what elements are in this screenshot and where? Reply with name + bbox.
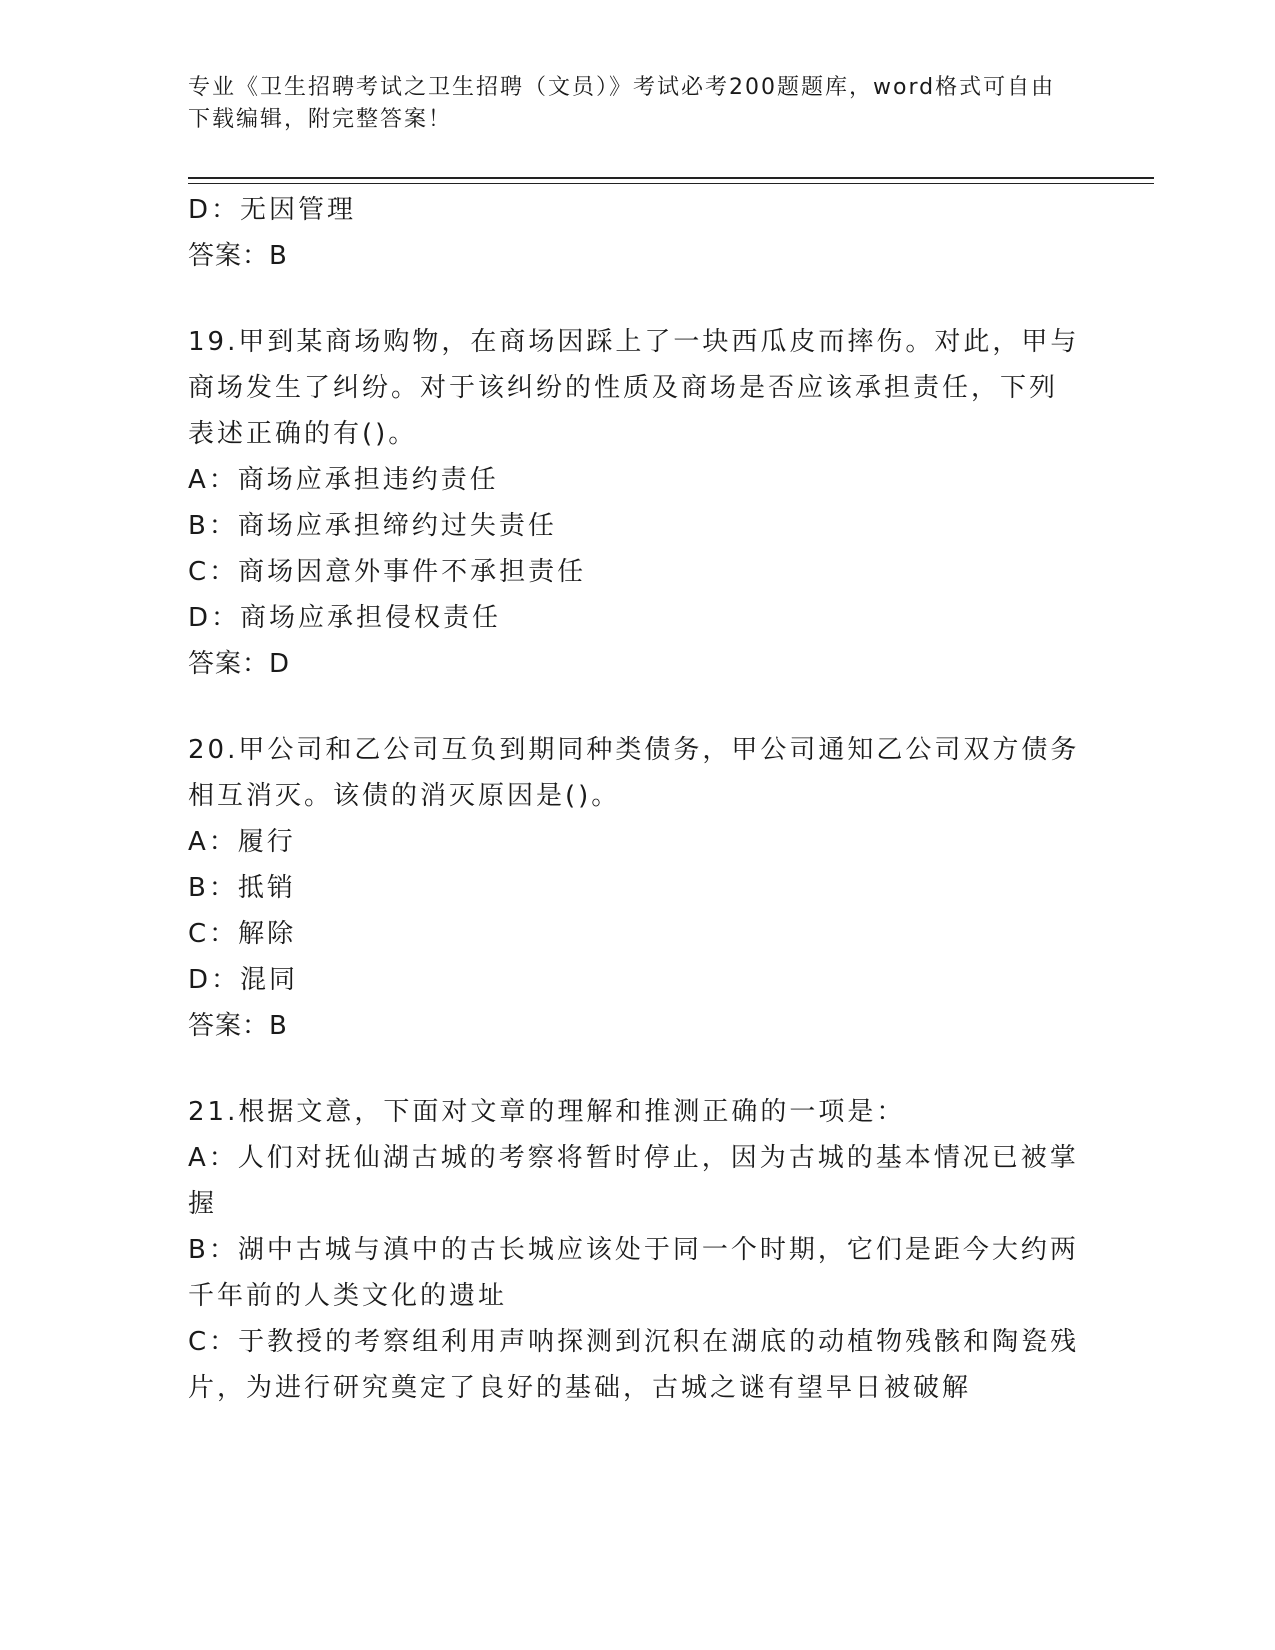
question-21 [188,1089,1083,1411]
question-text: 19.甲到某商场购物，在商场因踩上了一块西瓜皮而摔伤。对此，甲与商场发生了纠纷。对于该纠纷的性质及商场是否应该承担责任，下列表述正确的有()。 [188,327,1080,449]
option-a: A：履行 [188,827,296,857]
answer-label: 答案：B [188,241,288,271]
document-body [188,187,1083,1411]
question-20 [188,727,1083,1049]
option-a: A：商场应承担违约责任 [188,465,499,495]
header-text: 专业《卫生招聘考试之卫生招聘（文员）》考试必考200题题库，word格式可自由下载编辑，附完整答案！ [188,75,1056,132]
option-d: D：无因管理 [188,195,357,225]
option-c: C：于教授的考察组利用声呐探测到沉积在湖底的动植物残骸和陶瓷残片，为进行研究奠定了良好的基础，古城之谜有望早日被破解 [188,1327,1080,1403]
option-c: C：商场因意外事件不承担责任 [188,557,587,587]
question-text: 21.根据文意，下面对文章的理解和推测正确的一项是： [188,1097,906,1127]
option-c: C：解除 [188,919,297,949]
answer-label: 答案：D [188,649,291,679]
answer-label: 答案：B [188,1011,288,1041]
option-a: A：人们对抚仙湖古城的考察将暂时停止，因为古城的基本情况已被掌握 [188,1143,1079,1219]
option-b: B：商场应承担缔约过失责任 [188,511,557,541]
header-divider-thin [188,183,1154,184]
option-d: D：商场应承担侵权责任 [188,603,502,633]
option-d: D：混同 [188,965,299,995]
question-text: 20.甲公司和乙公司互负到期同种类债务，甲公司通知乙公司双方债务相互消灭。该债的消灭原因是()。 [188,735,1080,811]
question-19 [188,319,1083,687]
document-header [188,72,1068,136]
header-divider-thick [188,177,1154,179]
previous-question-tail [188,187,1083,279]
option-b: B：湖中古城与滇中的古长城应该处于同一个时期，它们是距今大约两千年前的人类文化的遗址 [188,1235,1079,1311]
option-b: B：抵销 [188,873,296,903]
